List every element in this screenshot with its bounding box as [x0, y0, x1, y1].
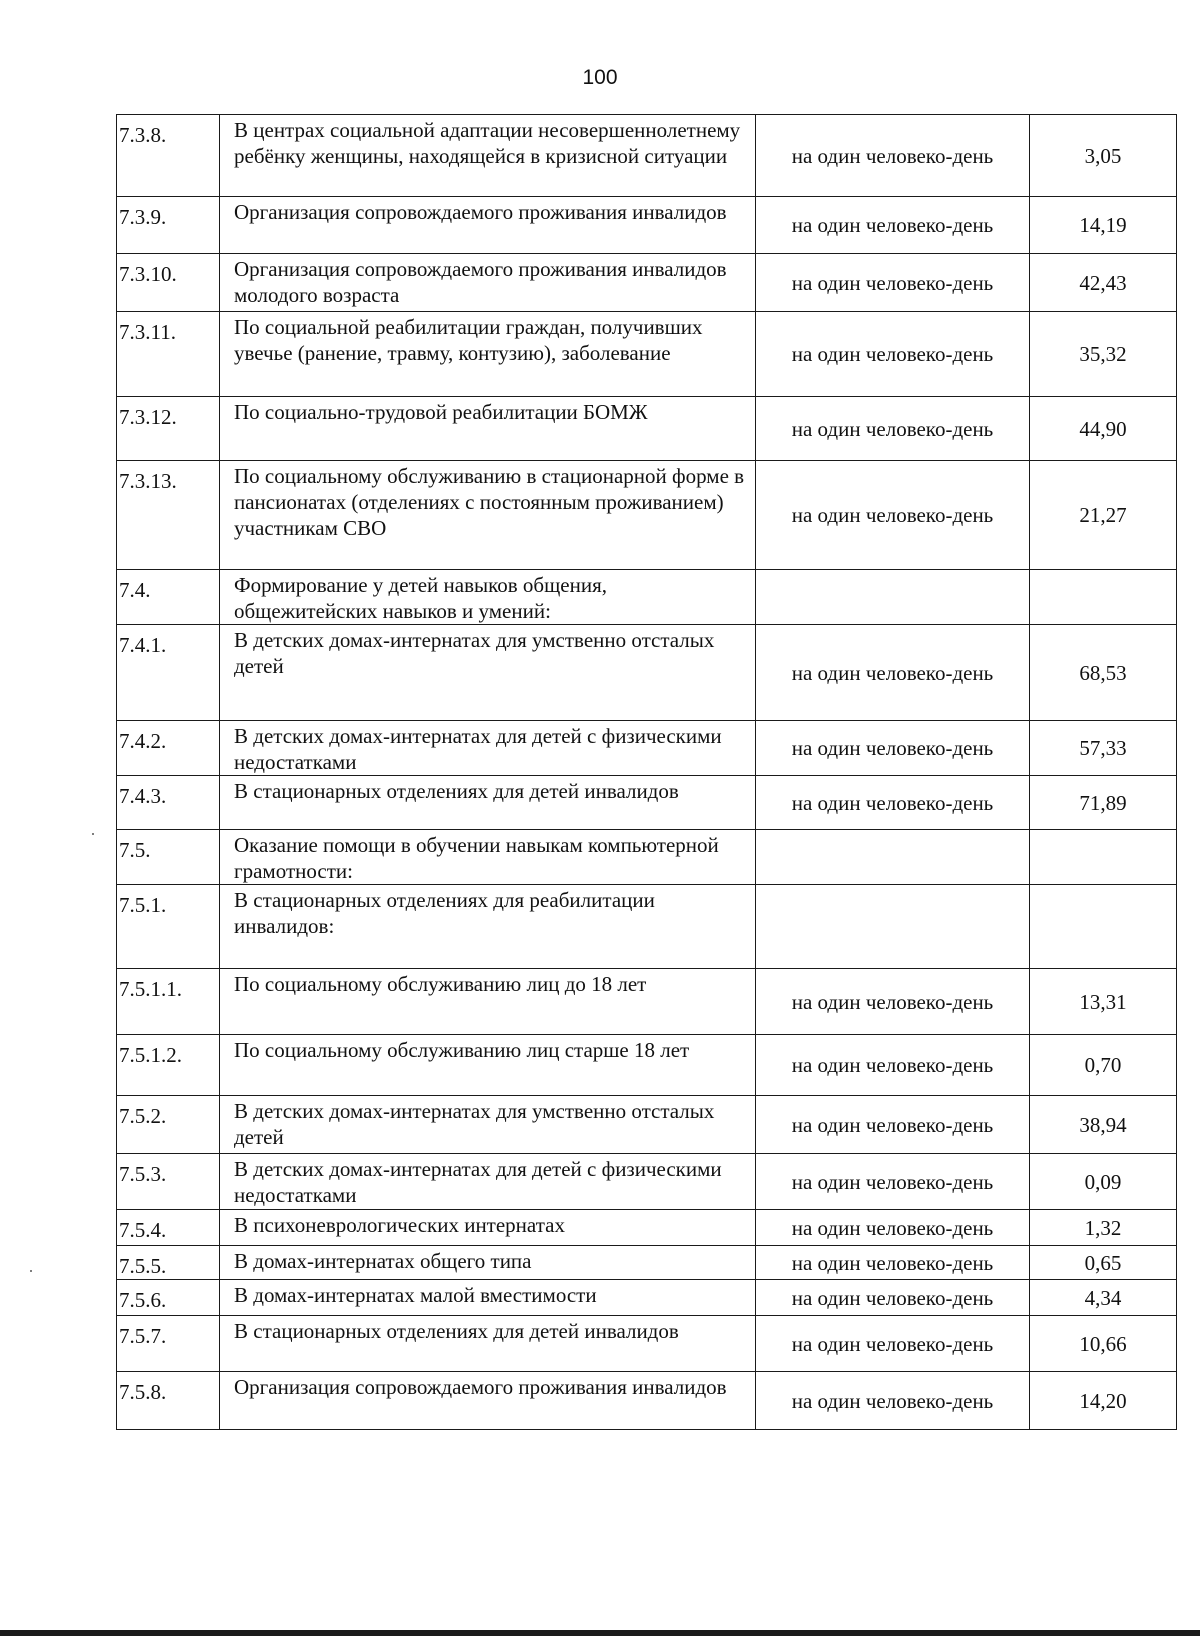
row-value: 0,65	[1030, 1246, 1177, 1280]
row-number: 7.4.3.	[117, 776, 220, 830]
scan-speck	[30, 1270, 32, 1272]
row-description: Формирование у детей навыков общения, общежитейских навыков и умений:	[220, 570, 756, 625]
table-row	[117, 625, 1177, 721]
row-value: 21,27	[1030, 461, 1177, 570]
row-description: В детских домах-интернатах для детей с физическими недостатками	[220, 1154, 756, 1210]
row-value: 71,89	[1030, 776, 1177, 830]
row-description: Оказание помощи в обучении навыкам компьютерной грамотности:	[220, 830, 756, 885]
row-unit: на один человеко-день	[756, 1372, 1030, 1430]
row-value: 3,05	[1030, 115, 1177, 197]
row-description: По социальному обслуживанию в стационарной форме в пансионатах (отделениях с постоянным проживанием) участникам СВО	[220, 461, 756, 570]
table-row	[117, 885, 1177, 969]
table-row	[117, 1246, 1177, 1280]
row-value	[1030, 885, 1177, 969]
row-value: 1,32	[1030, 1210, 1177, 1246]
table-row	[117, 1372, 1177, 1430]
table-row	[117, 197, 1177, 254]
row-number: 7.3.8.	[117, 115, 220, 197]
row-unit: на один человеко-день	[756, 776, 1030, 830]
table-row	[117, 721, 1177, 776]
row-unit: на один человеко-день	[756, 1154, 1030, 1210]
table-row	[117, 1316, 1177, 1372]
row-value: 57,33	[1030, 721, 1177, 776]
row-number: 7.5.2.	[117, 1096, 220, 1154]
row-value: 0,70	[1030, 1035, 1177, 1096]
row-number: 7.4.	[117, 570, 220, 625]
table-row	[117, 115, 1177, 197]
table-row	[117, 830, 1177, 885]
row-unit: на один человеко-день	[756, 115, 1030, 197]
row-value	[1030, 830, 1177, 885]
row-description: В стационарных отделениях для реабилитации инвалидов:	[220, 885, 756, 969]
row-description: В стационарных отделениях для детей инвалидов	[220, 776, 756, 830]
row-value: 42,43	[1030, 254, 1177, 312]
row-description: По социальному обслуживанию лиц до 18 лет	[220, 969, 756, 1035]
table-row	[117, 776, 1177, 830]
table-row	[117, 1154, 1177, 1210]
row-number: 7.3.9.	[117, 197, 220, 254]
row-unit: на один человеко-день	[756, 254, 1030, 312]
row-unit: на один человеко-день	[756, 1096, 1030, 1154]
table-row	[117, 312, 1177, 397]
row-unit: на один человеко-день	[756, 1035, 1030, 1096]
row-description: В психоневрологических интернатах	[220, 1210, 756, 1246]
row-description: Организация сопровождаемого проживания инвалидов молодого возраста	[220, 254, 756, 312]
table-row	[117, 1096, 1177, 1154]
row-value: 4,34	[1030, 1280, 1177, 1316]
table-row	[117, 570, 1177, 625]
row-number: 7.5.6.	[117, 1280, 220, 1316]
row-value: 14,19	[1030, 197, 1177, 254]
row-description: В детских домах-интернатах для умственно отсталых детей	[220, 1096, 756, 1154]
table-row	[117, 461, 1177, 570]
row-description: По социально-трудовой реабилитации БОМЖ	[220, 397, 756, 461]
tariff-table	[116, 114, 1177, 1430]
page-number: 100	[582, 66, 618, 89]
table-row	[117, 397, 1177, 461]
row-number: 7.5.8.	[117, 1372, 220, 1430]
row-number: 7.5.	[117, 830, 220, 885]
row-value: 0,09	[1030, 1154, 1177, 1210]
row-description: В домах-интернатах малой вместимости	[220, 1280, 756, 1316]
row-number: 7.5.5.	[117, 1246, 220, 1280]
row-unit: на один человеко-день	[756, 197, 1030, 254]
row-value: 38,94	[1030, 1096, 1177, 1154]
row-unit	[756, 830, 1030, 885]
row-unit: на один человеко-день	[756, 1210, 1030, 1246]
row-unit: на один человеко-день	[756, 721, 1030, 776]
row-number: 7.5.1.2.	[117, 1035, 220, 1096]
row-unit: на один человеко-день	[756, 312, 1030, 397]
row-number: 7.3.11.	[117, 312, 220, 397]
row-number: 7.5.7.	[117, 1316, 220, 1372]
table-row	[117, 1035, 1177, 1096]
row-unit	[756, 885, 1030, 969]
row-number: 7.4.2.	[117, 721, 220, 776]
row-description: По социальному обслуживанию лиц старше 18 лет	[220, 1035, 756, 1096]
row-unit: на один человеко-день	[756, 969, 1030, 1035]
table-row	[117, 254, 1177, 312]
scan-edge	[0, 1630, 1200, 1636]
row-number: 7.4.1.	[117, 625, 220, 721]
table-row	[117, 1280, 1177, 1316]
row-unit: на один человеко-день	[756, 397, 1030, 461]
row-value: 35,32	[1030, 312, 1177, 397]
row-value: 44,90	[1030, 397, 1177, 461]
table-row	[117, 969, 1177, 1035]
row-unit: на один человеко-день	[756, 1246, 1030, 1280]
table-body	[117, 115, 1177, 1430]
row-description: Организация сопровождаемого проживания инвалидов	[220, 1372, 756, 1430]
row-description: По социальной реабилитации граждан, получивших увечье (ранение, травму, контузию), заболевание	[220, 312, 756, 397]
scan-speck	[92, 833, 94, 835]
row-unit: на один человеко-день	[756, 1316, 1030, 1372]
row-unit	[756, 570, 1030, 625]
row-number: 7.3.10.	[117, 254, 220, 312]
row-description: В детских домах-интернатах для детей с физическими недостатками	[220, 721, 756, 776]
row-description: В центрах социальной адаптации несовершеннолетнему ребёнку женщины, находящейся в кризисной ситуации	[220, 115, 756, 197]
row-value: 13,31	[1030, 969, 1177, 1035]
row-number: 7.5.1.1.	[117, 969, 220, 1035]
row-unit: на один человеко-день	[756, 461, 1030, 570]
row-number: 7.3.13.	[117, 461, 220, 570]
row-description: В детских домах-интернатах для умственно отсталых детей	[220, 625, 756, 721]
row-value: 10,66	[1030, 1316, 1177, 1372]
table-row	[117, 1210, 1177, 1246]
row-value: 14,20	[1030, 1372, 1177, 1430]
row-description: В стационарных отделениях для детей инвалидов	[220, 1316, 756, 1372]
row-unit: на один человеко-день	[756, 625, 1030, 721]
row-value: 68,53	[1030, 625, 1177, 721]
row-number: 7.3.12.	[117, 397, 220, 461]
row-value	[1030, 570, 1177, 625]
row-description: В домах-интернатах общего типа	[220, 1246, 756, 1280]
row-number: 7.5.4.	[117, 1210, 220, 1246]
row-unit: на один человеко-день	[756, 1280, 1030, 1316]
row-number: 7.5.3.	[117, 1154, 220, 1210]
row-description: Организация сопровождаемого проживания инвалидов	[220, 197, 756, 254]
row-number: 7.5.1.	[117, 885, 220, 969]
